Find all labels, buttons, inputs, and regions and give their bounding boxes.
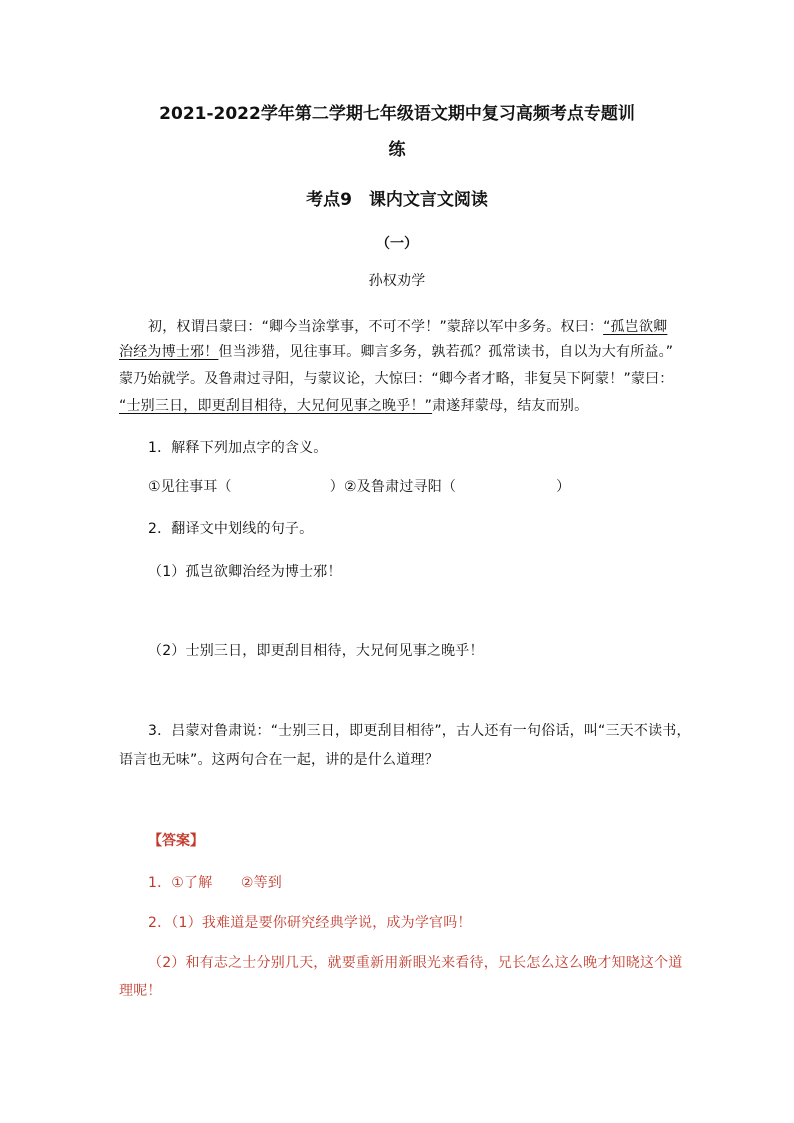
doc-title-line2: 练	[388, 140, 406, 160]
passage-text: 肃遂拜蒙母，结友而别。	[432, 398, 589, 414]
question-3-line2: 语言也无味”。这两句合在一起，讲的是什么道理？	[119, 752, 439, 768]
q1-item-a: ①见往事耳（	[148, 479, 232, 495]
passage-text: 初，权谓吕蒙曰：“卿今当涂掌事，不可不学！”蒙辞以军中多务。权曰：	[148, 319, 604, 335]
answer-label: 【答案】	[148, 833, 204, 849]
question-3-line1: 3．吕蒙对鲁肃说：“士别三日，即更刮目相待”，古人还有一句俗话，叫“三天不读书，	[148, 723, 691, 739]
answer-1: 1．①了解 ②等到	[148, 875, 283, 891]
underlined-sentence: “士别三日，即更刮目相待，大兄何见事之晚乎！”	[119, 398, 433, 414]
passage-text: 但当涉猎，见往事耳。卿言多务，孰若孤？孤常读书，自以为大有所益。”	[218, 344, 674, 360]
answer-2-2-line1: （2）和有志之士分别几天，就要重新用新眼光来看待，兄长怎么这么晚才知晓这个道	[148, 955, 683, 971]
question-1: 1．解释下列加点字的含义。	[148, 440, 328, 456]
topic-heading: 考点9 课内文言文阅读	[306, 190, 488, 210]
underlined-sentence: “孤岂欲卿	[603, 319, 668, 335]
section-number: （一）	[376, 236, 418, 252]
passage-line-3: 蒙乃始就学。及鲁肃过寻阳，与蒙议论，大惊曰：“卿今者才略，非复吴下阿蒙！”蒙曰：	[119, 371, 674, 387]
doc-title-line1: 2021-2022学年第二学期七年级语文期中复习高频考点专题训	[159, 104, 635, 124]
question-1-items	[148, 476, 570, 496]
q1-item-close: ）	[556, 479, 571, 495]
answer-2-1: 2．（1）我难道是要你研究经典学说，成为学官吗！	[148, 915, 472, 931]
question-2-1: （1）孤岂欲卿治经为博士邪！	[148, 564, 342, 580]
q1-item-b: ）②及鲁肃过寻阳（	[329, 479, 457, 495]
question-2-2: （2）士别三日，即更刮目相待，大兄何见事之晚乎！	[148, 643, 484, 659]
passage-line-4	[119, 395, 588, 415]
passage-title: 孙权劝学	[368, 273, 426, 289]
passage-line-2	[119, 341, 673, 361]
answer-2-2-line2: 理呢！	[119, 983, 162, 999]
question-2: 2．翻译文中划线的句子。	[148, 521, 314, 537]
passage-line-1	[148, 316, 667, 336]
underlined-sentence: 治经为博士邪！	[119, 344, 219, 360]
